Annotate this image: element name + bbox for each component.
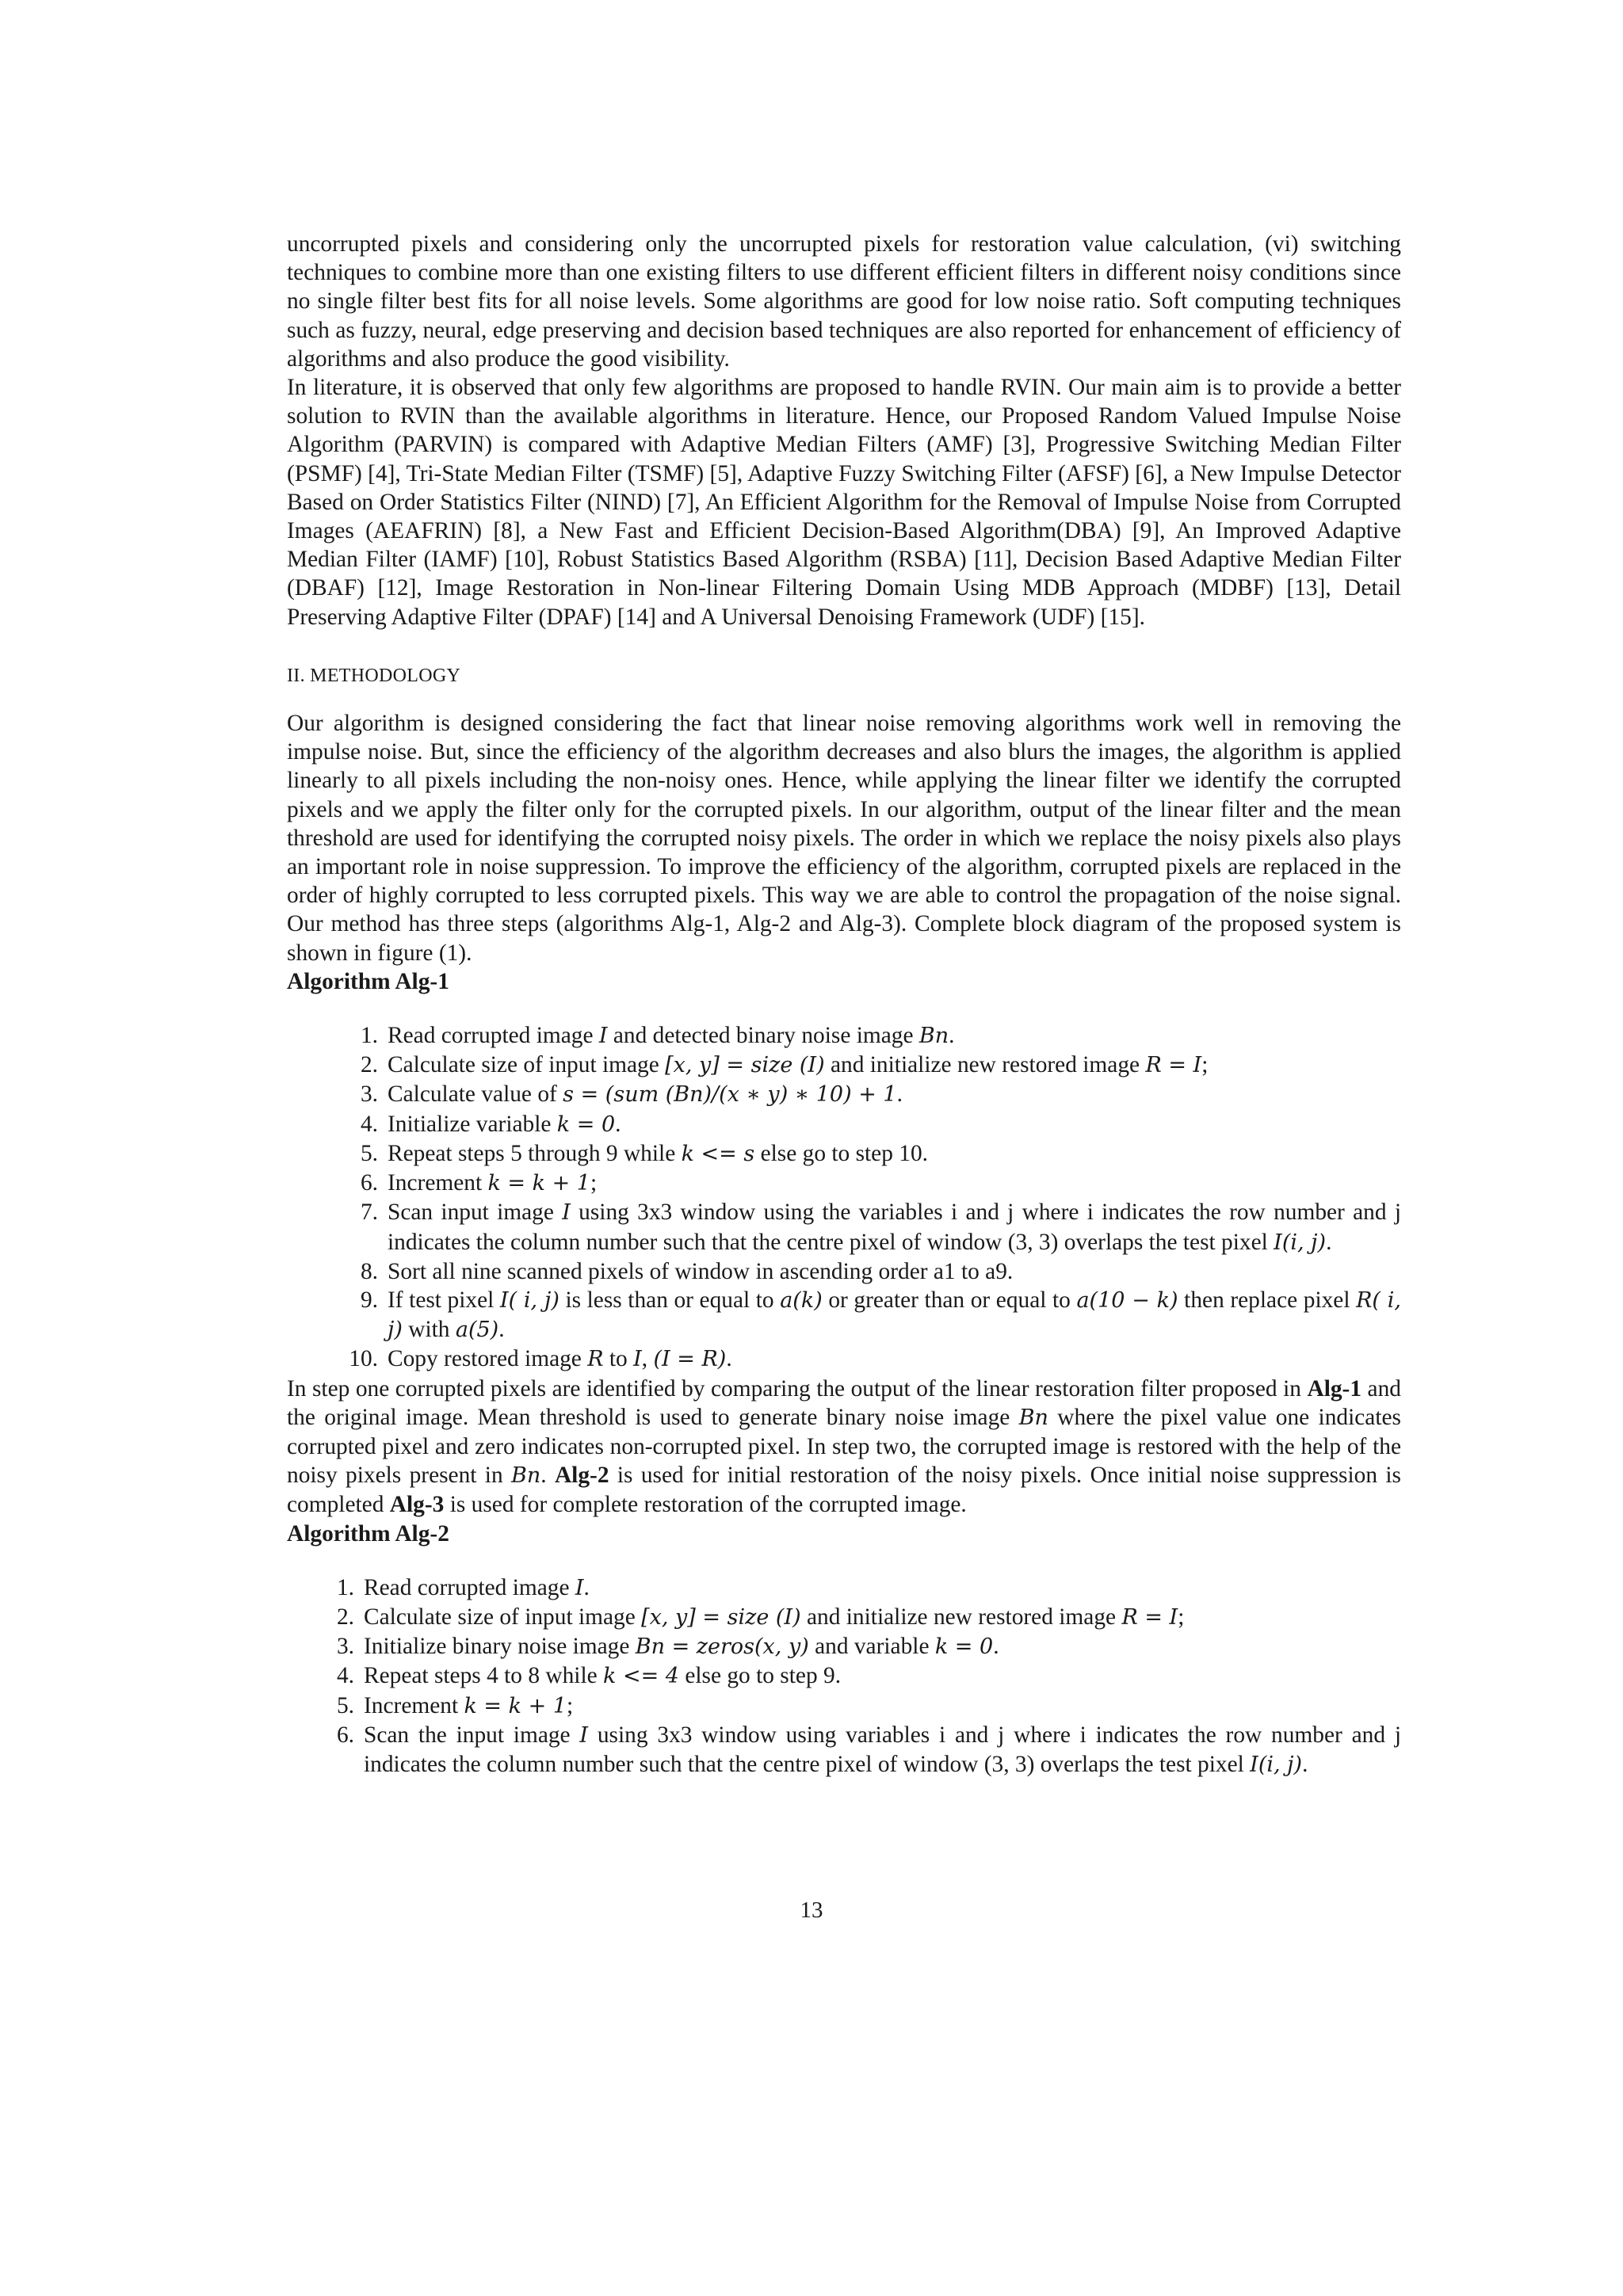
list-item: 2. Calculate size of input image [x, y] = size (I) and initialize new restored image R = I;: [360, 1052, 1209, 1078]
paragraph-literature: In literature, it is observed that only few algorithms are proposed to handle RVIN. Our main aim is to provide a better solution to RVIN than the available algorithms in literature. Hence, our Proposed Random Valued Impulse Noise Algorithm (PARVIN) is compared with Adaptive Median Filters (AMF) [3], Progressive Switching Median Filter (PSMF) [4], Tri-State Median Filter (TSMF) [5], Adaptive Fuzzy Switching Filter (AFSF) [6], a New Impulse Detector Based on Order Statistics Filter (NIND) [7], An Efficient Algorithm for the Removal of Impulse Noise from Corrupted Images (AEAFRIN) [8], a New Fast and Efficient Decision-Based Algorithm(DBA) [9], An Improved Adaptive Median Filter (IAMF) [10], Robust Statistics Based Algorithm (RSBA) [11], Decision Based Adaptive Median Filter (DBAF) [12], Image Restoration in Non-linear Filtering Domain Using MDB Approach (MDBF) [13], Detail Preserving Adaptive Filter (DPAF) [14] and A Universal Denoising Framework (UDF) [15].: [287, 375, 1401, 630]
list-item: 9. If test pixel I( i, j) is less than or equal to a(k) or greater than or equal to a(10 − k) then replace pixel R( i, j) with a(5).: [360, 1287, 1401, 1343]
page-number: 13: [800, 1897, 823, 1923]
list-item: 1. Read corrupted image I.: [336, 1574, 590, 1600]
algorithm-1-steps: [287, 1021, 1401, 1374]
page-body: [287, 230, 1401, 1779]
list-item: 4. Repeat steps 4 to 8 while k <= 4 else go to step 9.: [336, 1663, 842, 1689]
list-item: 2. Calculate size of input image [x, y] = size (I) and initialize new restored image R = I;: [336, 1604, 1185, 1630]
list-item: 10. Copy restored image R to I, (I = R).: [349, 1346, 732, 1372]
paragraph-intro-continued: uncorrupted pixels and considering only the uncorrupted pixels for restoration value calculation, (vi) switching techniques to combine more than one existing filters to use different efficient filters in different noisy conditions since no single filter best fits for all noise levels. Some algorithms are good for low noise ratio. Soft computing techniques such as fuzzy, neural, edge preserving and decision based techniques are also reported for enhancement of efficiency of algorithms and also produce the good visibility.: [287, 231, 1401, 372]
section-heading-methodology: [287, 662, 1401, 690]
list-item: 7. Scan input image I using 3x3 window using the variables i and j where i indicates the row number and j indicates the column number such that the centre pixel of window (3, 3) overlaps the test pixel I(i, j).: [360, 1199, 1402, 1255]
algorithm-2-title: Algorithm Alg-2: [287, 1520, 449, 1547]
list-item: 3. Initialize binary noise image Bn = zeros(x, y) and variable k = 0.: [336, 1634, 999, 1660]
algorithm-2-steps: [287, 1573, 1401, 1779]
list-item: 1. Read corrupted image I and detected binary noise image Bn.: [360, 1023, 955, 1049]
algorithm-1-title: Algorithm Alg-1: [287, 968, 449, 994]
paragraph-methodology: Our algorithm is designed considering the fact that linear noise removing algorithms work well in removing the impulse noise. But, since the efficiency of the algorithm decreases and also blurs the images, the algorithm is applied linearly to all pixels including the non-noisy ones. Hence, while applying the linear filter we identify the corrupted pixels and we apply the filter only for the corrupted pixels. In our algorithm, output of the linear filter and the mean threshold are used for identifying the corrupted noisy pixels. The order in which we replace the noisy pixels also plays an important role in noise suppression. To improve the efficiency of the algorithm, corrupted pixels are replaced in the order of highly corrupted to less corrupted pixels. This way we are able to control the propagation of the noise signal. Our method has three steps (algorithms Alg-1, Alg-2 and Alg-3). Complete block diagram of the proposed system is shown in figure (1).: [287, 711, 1401, 966]
list-item: 3. Calculate value of s = (sum (Bn)/(x ∗ y) ∗ 10) + 1.: [360, 1081, 903, 1108]
section-title: ETHODOLOGY: [327, 665, 461, 686]
list-item: 5. Repeat steps 5 through 9 while k <= s else go to step 10.: [360, 1140, 928, 1166]
section-number: II. M: [287, 665, 327, 686]
list-item: 6. Increment k = k + 1;: [360, 1170, 598, 1196]
paragraph-steps-explanation: In step one corrupted pixels are identified by comparing the output of the linear restoration filter proposed in Alg-1 and the original image. Mean threshold is used to generate binary noise image Bn where the pixel value one indicates corrupted pixel and zero indicates non-corrupted pixel. In step two, the corrupted image is restored with the help of the noisy pixels present in Bn. Alg-2 is used for initial restoration of the noisy pixels. Once initial noise suppression is completed Alg-3 is used for complete restoration of the corrupted image.: [287, 1375, 1401, 1518]
list-item: 5. Increment k = k + 1;: [336, 1692, 574, 1718]
list-item: 8. Sort all nine scanned pixels of window in ascending order a1 to a9.: [360, 1258, 1014, 1284]
list-item: 4. Initialize variable k = 0.: [360, 1111, 621, 1137]
list-item: 6. Scan the input image I using 3x3 window using variables i and j where i indicates the row number and j indicates the column number such that the centre pixel of window (3, 3) overlaps the test pixel I(i, j).: [336, 1722, 1401, 1777]
